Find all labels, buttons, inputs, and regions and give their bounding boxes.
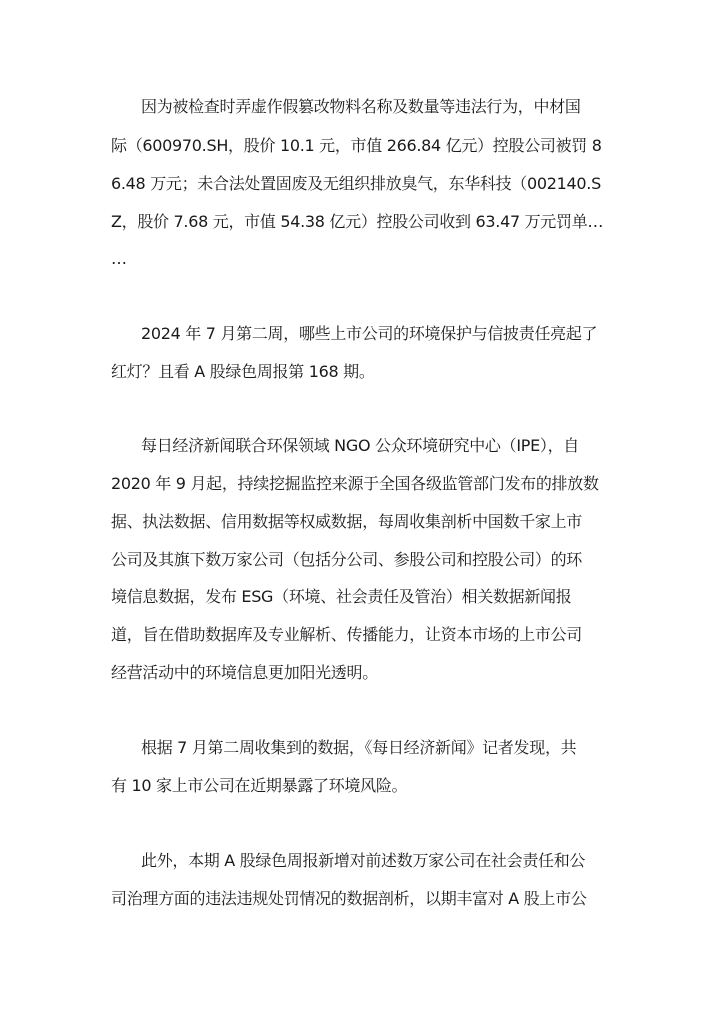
- paragraph-3-line-3: 据、执法数据、信用数据等权威数据，每周收集剖析中国数千家上市: [111, 512, 583, 531]
- paragraph-2-line-1: 2024 年 7 月第二周，哪些上市公司的环境保护与信披责任亮起了: [141, 324, 598, 343]
- paragraph-3-line-4: 公司及其旗下数万家公司（包括分公司、参股公司和控股公司）的环: [111, 550, 583, 569]
- paragraph-1-line-4: Z，股价 7.68 元，市值 54.38 亿元）控股公司收到 63.47 万元罚单…: [111, 212, 604, 231]
- paragraph-4-line-2: 有 10 家上市公司在近期暴露了环境风险。: [111, 776, 408, 795]
- paragraph-3-line-6: 道，旨在借助数据库及专业解析、传播能力，让资本市场的上市公司: [111, 625, 583, 644]
- paragraph-5-line-1: 此外，本期 A 股绿色周报新增对前述数万家公司在社会责任和公: [141, 851, 586, 870]
- paragraph-3-line-2: 2020 年 9 月起，持续挖掘监控来源于全国各级监管部门发布的排放数: [111, 474, 599, 493]
- paragraph-1-line-5: …: [111, 249, 127, 268]
- paragraph-3-line-5: 境信息数据，发布 ESG（环境、社会责任及管治）相关数据新闻报: [111, 587, 572, 606]
- paragraph-4-line-1: 根据 7 月第二周收集到的数据，《每日经济新闻》记者发现，共: [141, 738, 577, 757]
- paragraph-5-line-2: 司治理方面的违法违规处罚情况的数据剖析，以期丰富对 A 股上市公: [111, 889, 587, 908]
- paragraph-3-line-7: 经营活动中的环境信息更加阳光透明。: [111, 663, 378, 682]
- paragraph-1-line-2: 际（600970.SH，股价 10.1 元，市值 266.84 亿元）控股公司被罚 8: [111, 136, 602, 155]
- paragraph-3-line-1: 每日经济新闻联合环保领域 NGO 公众环境研究中心（IPE），自: [141, 436, 580, 455]
- paragraph-2-line-2: 红灯？且看 A 股绿色周报第 168 期。: [111, 362, 375, 381]
- paragraph-1-line-1: 因为被检查时弄虚作假篡改物料名称及数量等违法行为，中材国: [141, 97, 581, 116]
- paragraph-1-line-3: 6.48 万元；未合法处置固废及无组织排放臭气，东华科技（002140.S: [111, 174, 601, 193]
